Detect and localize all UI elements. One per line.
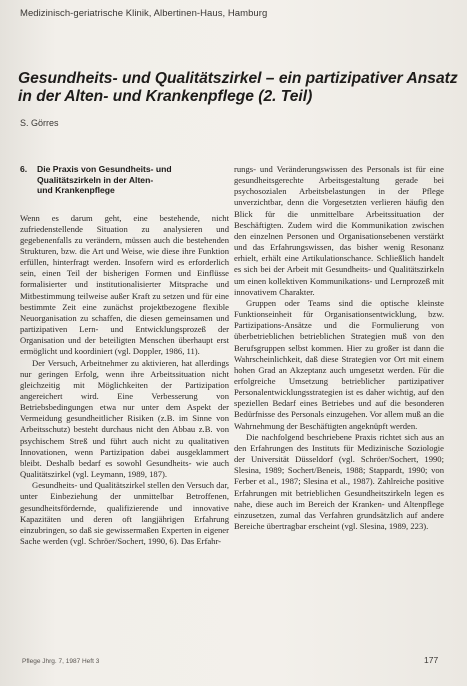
section-title: Die Praxis von Gesundheits- und Qualitätszirkeln in der Alten- und Krankenpflege xyxy=(37,164,172,195)
section-number: 6. xyxy=(20,164,28,174)
paragraph: Der Versuch, Arbeitnehmer zu aktivieren, hat allerdings nur geringen Erfolg, wenn ihre Arbeitssituation nicht gleichzeitig mit Möglichkeiten der Partizipation angereichert wird. Eine Verbesserung von Betriebsbedingungen etwa nur unter dem Aspekt der Vermeidung gesundheitlicher Risiken (z.B. im Sinne von Arbeitsschutz) besteht durchaus nicht den Abbau z.B. von psychischem Streß und führt auch nicht zu qualitativen Innovationen, wenn Partizipation dabei ausgeklammert bleibt. Deshalb bedarf es sowohl Gesundheits- wie auch Qualitätszirkel (vgl. Leymann, 1989, 187). xyxy=(20,357,229,480)
paragraph: Gruppen oder Teams sind die optische kleinste Funktionseinheit für Organisationsentwicklung, bzw. Partizipations-Ansätze und die Formulierung von überbetrieblichen betrieblichen Strategien muß von den Berufsgruppen selbst kommen. Hier zu großer ist dann die Wahrscheinlichkeit, daß diese Strategien vor Ort mit einem hohen Grad an Akzeptanz auch umgesetzt werden. Für die erfolgreiche Umsetzung betrieblicher partizipativer Personalentwicklungsstrategien ist es daher wichtig, auf den speziellen Bedarf eines Betriebes und auf die besonderen Bedürfnisse des Personals einzugehen. Vor allem muß an die Wahrnehmung der Beschäftigten angeknüpft werden. xyxy=(234,297,444,431)
paragraph: Gesundheits- und Qualitätszirkel stellen den Versuch dar, unter Einbeziehung der unmittelbar Betroffenen, gesundheitsfördernde, qualifizierende und innovative Kapazitäten und deren oft langjährigen Erfahrung einzubringen, so daß sie gewissermaßen Experten in eigener Sache werden (vgl. Schröer/Sochert, 1990, 6). Das Erfahr- xyxy=(20,480,229,547)
paragraph: rungs- und Veränderungswissen des Personals ist für eine gesundheitsgerechte Arbeitsgestaltung gerade bei psychosozialen Arbeitsbelastungen in der Pflege unverzichtbar, denn die Vorgesetzten verlieren häufig den Blick für die unmittelbare Arbeitssituation der Beschäftigten. Zudem wird die Kommunikation zwischen den einzelnen Personen und Organisationsebenen verstärkt und das Erfahrungswissen, das bisher wenig Resonanz erhielt, erhält eine Artikulationschance. Schließlich handelt es sich bei der Arbeit mit Gesundheits- und Qualitätszirkeln um einen kollektiven Kommunikations- und Lernprozeß mit innovativem Charakter. xyxy=(234,164,444,297)
article-title: Gesundheits- und Qualitätszirkel – ein partizipativer Ansatz in der Alten- und Krankenpflege (2. Teil) xyxy=(18,70,458,105)
article-author: S. Görres xyxy=(20,118,59,128)
right-column xyxy=(234,164,444,532)
left-column xyxy=(20,164,229,547)
journal-info: Pflege Jhrg. 7, 1987 Heft 3 xyxy=(22,658,100,665)
running-head: Medizinisch-geriatrische Klinik, Albertinen-Haus, Hamburg xyxy=(20,8,268,19)
page-number: 177 xyxy=(424,655,439,665)
paragraph: Wenn es darum geht, eine bestehende, nicht zufriedenstellende Situation zu analysieren und gegebenenfalls zu verändern, müssen auch die bestehenden Strukturen, bzw. die Art und Weise, wie diese ihre Funktion erfüllen, hinterfragt werden. Insofern wird es erforderlich sein, einen Teil der bisherigen Formen und Einflüsse formalisierter und institutionalisierter Mitsprache und Mitbestimmung teilweise außer Kraft zu setzen und für eine bestimmte Zeit eine zunächst projektbezogene flexible Neuorganisation zu schaffen, die diesen gemeinsamen und partizipativen Lern- und Entwicklungsprozeß der Organisation und der beteiligten Menschen überhaupt erst ermöglicht und koordiniert (vgl. Doppler, 1986, 11). xyxy=(20,212,229,357)
section-heading xyxy=(20,164,229,196)
paragraph: Die nachfolgend beschriebene Praxis richtet sich aus an den Erfahrungen des Instituts für Medizinische Soziologie der Universität Düsseldorf (vgl. Schröer/Sochert, 1990; Slesina, 1989; Sochert/Beneis, 1988; Stappardt, 1990; von Ferber et al., 1987; Slesina et al., 1987). Zahlreiche positive Erfahrungen mit betrieblichen Gesundheitszirkeln legen es nahe, diese auch im Bereich der Kranken- und Altenpflege einzusetzen, zumal das Verfahren grundsätzlich auf andere Bereiche übertragbar erscheint (vgl. Slesina, 1989, 223). xyxy=(234,431,444,531)
